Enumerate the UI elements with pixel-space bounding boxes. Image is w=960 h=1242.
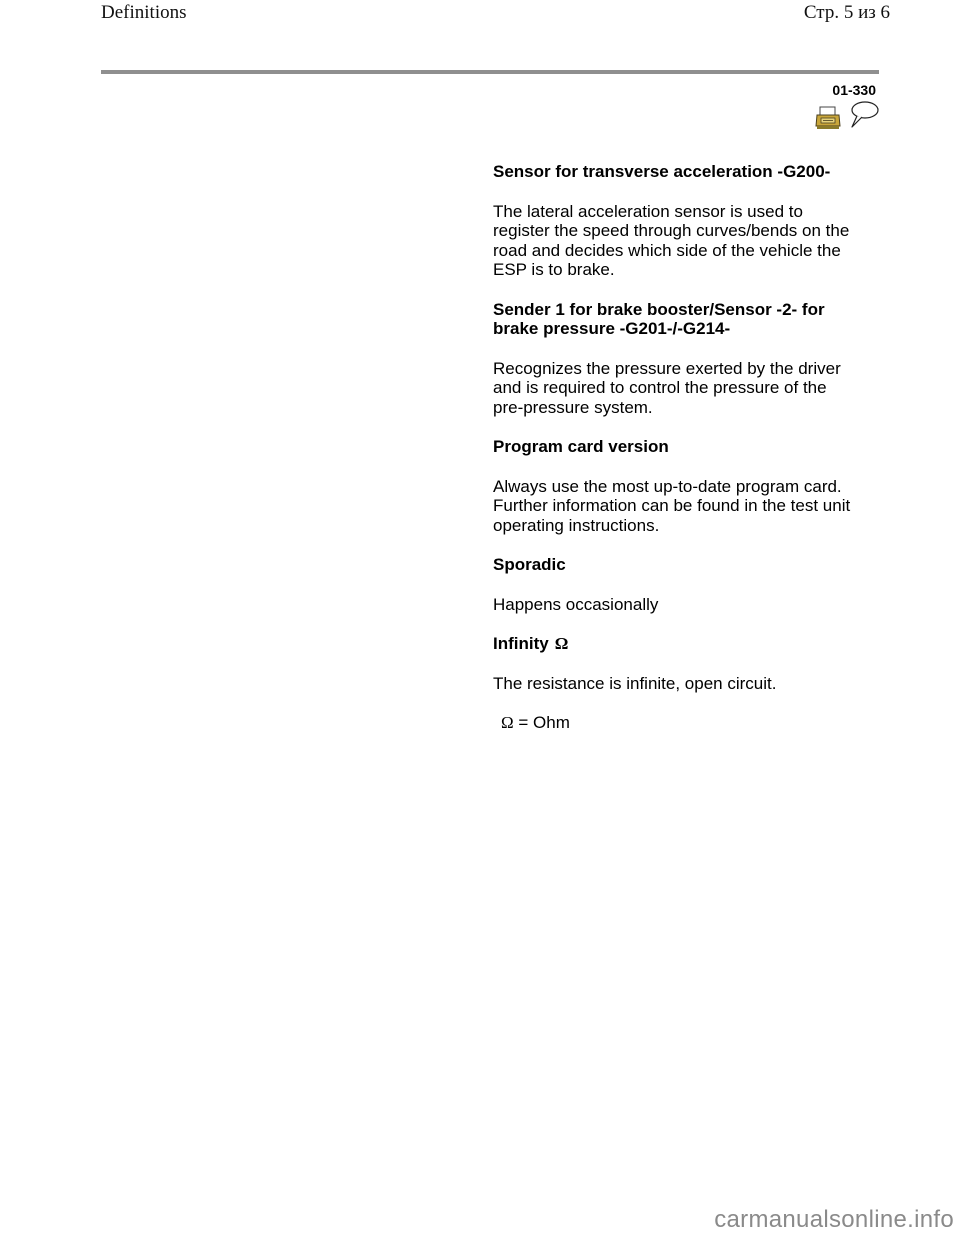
omega-symbol: Ω bbox=[501, 713, 514, 732]
section-heading-program-card: Program card version bbox=[493, 437, 669, 456]
section-body-program-card: Always use the most up-to-date program card. Further information can be found in the test unit operating instructions. bbox=[493, 476, 851, 535]
section-heading-infinity: Infinity Ω bbox=[493, 634, 569, 653]
printer-icon[interactable] bbox=[815, 106, 841, 130]
section-body-g201-g214: Recognizes the pressure exerted by the driver and is required to control the pressure of the pre-pressure system. bbox=[493, 358, 841, 417]
speech-balloon-icon[interactable] bbox=[846, 100, 880, 128]
page-title: Definitions bbox=[101, 2, 187, 23]
omega-symbol: Ω bbox=[554, 634, 569, 653]
document-number: 01-330 bbox=[832, 82, 876, 98]
header-divider bbox=[101, 70, 879, 74]
ohm-note: Ω = Ohm bbox=[501, 713, 570, 732]
page-indicator: Стр. 5 из 6 bbox=[803, 2, 890, 23]
section-body-g200: The lateral acceleration sensor is used to register the speed through curves/bends on the road and decides which side of the vehicle the ESP is to brake. bbox=[493, 201, 850, 279]
section-body-infinity: The resistance is infinite, open circuit. bbox=[493, 673, 777, 693]
section-heading-g201-g214: Sender 1 for brake booster/Sensor -2- for brake pressure -G201-/-G214- bbox=[493, 299, 825, 338]
section-heading-g200: Sensor for transverse acceleration -G200- bbox=[493, 162, 831, 181]
section-body-sporadic: Happens occasionally bbox=[493, 594, 659, 614]
section-heading-sporadic: Sporadic bbox=[493, 555, 566, 574]
definitions-content bbox=[493, 162, 878, 753]
watermark: carmanualsonline.info bbox=[714, 1206, 954, 1233]
